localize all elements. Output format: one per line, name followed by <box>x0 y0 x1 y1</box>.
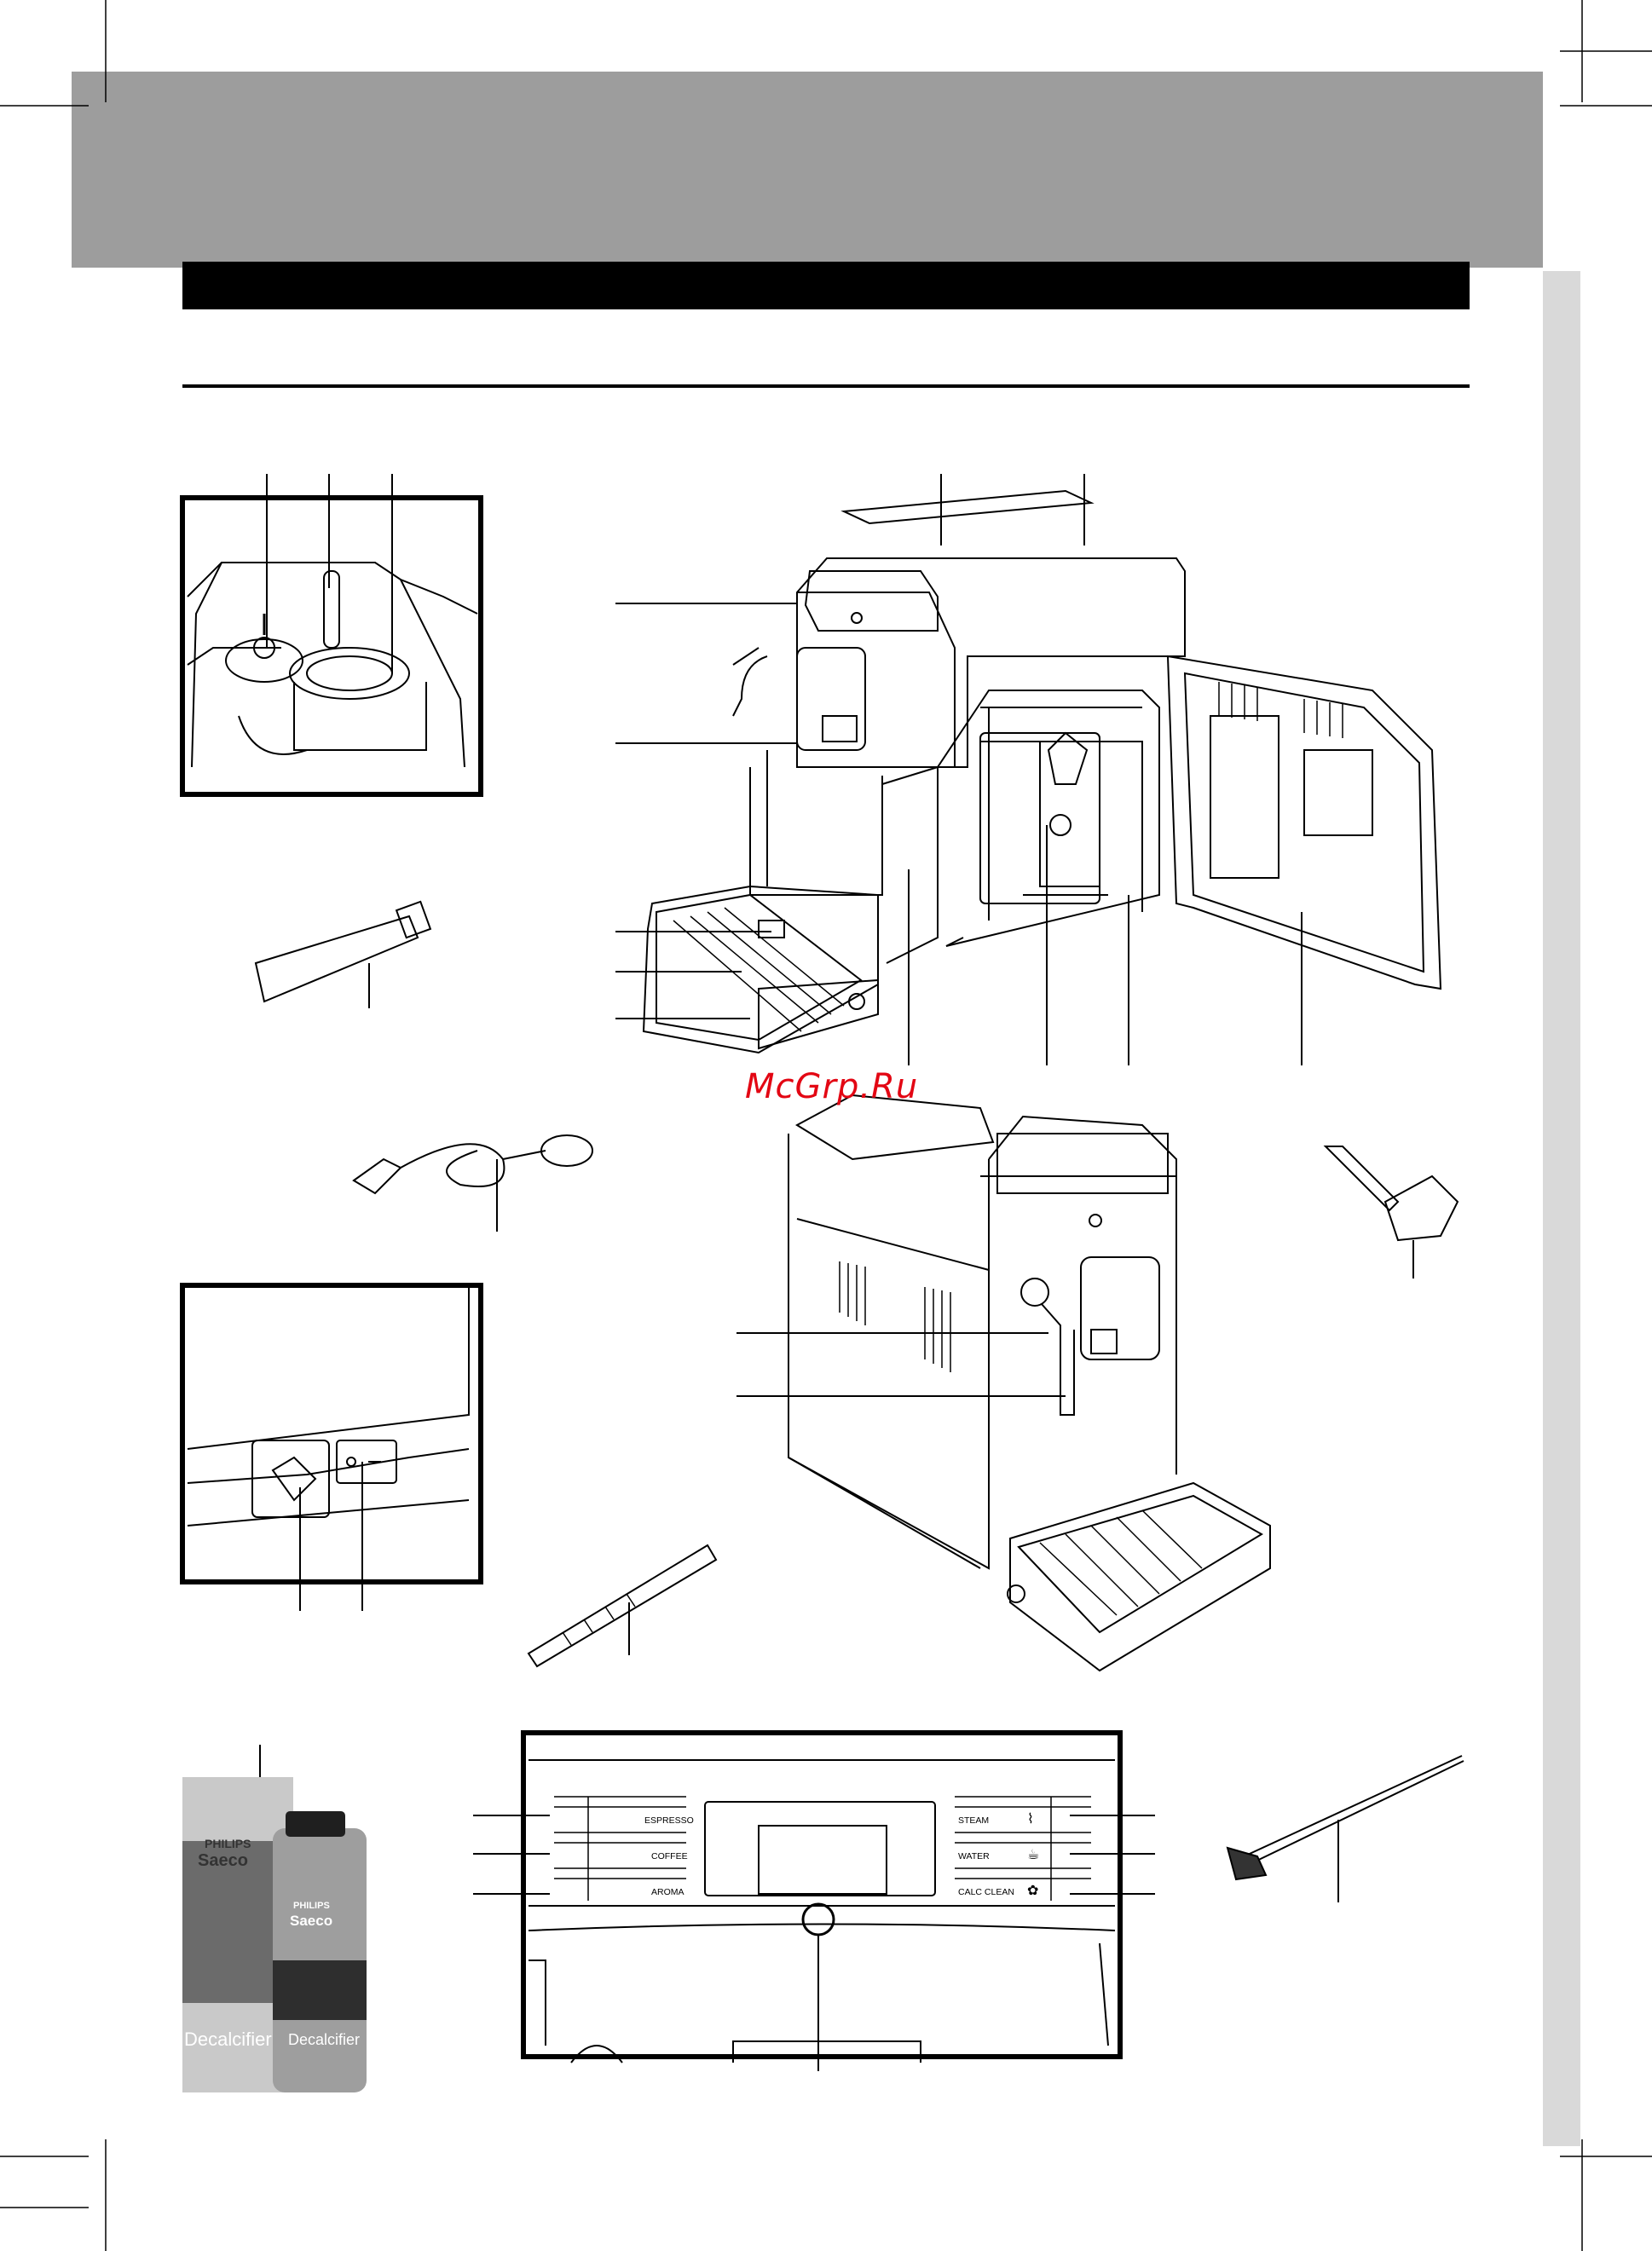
callout-lines-top <box>615 474 1302 1065</box>
power-icon[interactable] <box>803 1904 834 1935</box>
machine-closed-view <box>788 1095 1270 1671</box>
power-cord <box>354 1135 592 1232</box>
cleaning-brush <box>1227 1756 1464 1902</box>
machine-open-view <box>644 491 1441 1053</box>
button-aroma[interactable]: AROMA <box>651 1887 684 1897</box>
button-coffee[interactable]: COFFEE <box>651 1851 688 1861</box>
power-switch-inset <box>182 1285 481 1611</box>
measuring-scoop <box>1326 1146 1458 1278</box>
decal-bottle-product: Decalcifier <box>288 2031 361 2048</box>
water-hardness-strip <box>529 1545 716 1666</box>
decal-pack-brand: Saeco <box>198 1851 248 1870</box>
grease-tube <box>256 902 430 1008</box>
decal-bottle-brand: Saeco <box>290 1913 333 1929</box>
cup-icon: ☕ <box>1027 1846 1040 1862</box>
hopper-detail-inset <box>182 498 481 794</box>
steam-icon: ⌇ <box>1027 1810 1034 1827</box>
decal-bottle-brand-top: PHILIPS <box>293 1901 330 1911</box>
calc-clean-icon: ✿ <box>1027 1882 1039 1898</box>
panel-callouts <box>473 1815 1155 1894</box>
decal-pack-product: Decalcifier <box>184 2029 272 2050</box>
watermark: McGrp.Ru <box>745 1067 919 1106</box>
button-calc-clean[interactable]: CALC CLEAN <box>958 1887 1014 1897</box>
button-espresso[interactable]: ESPRESSO <box>644 1815 694 1826</box>
button-steam[interactable]: STEAM <box>958 1815 990 1826</box>
button-water[interactable]: WATER <box>958 1851 990 1861</box>
decal-pack-brand-top: PHILIPS <box>205 1837 251 1850</box>
